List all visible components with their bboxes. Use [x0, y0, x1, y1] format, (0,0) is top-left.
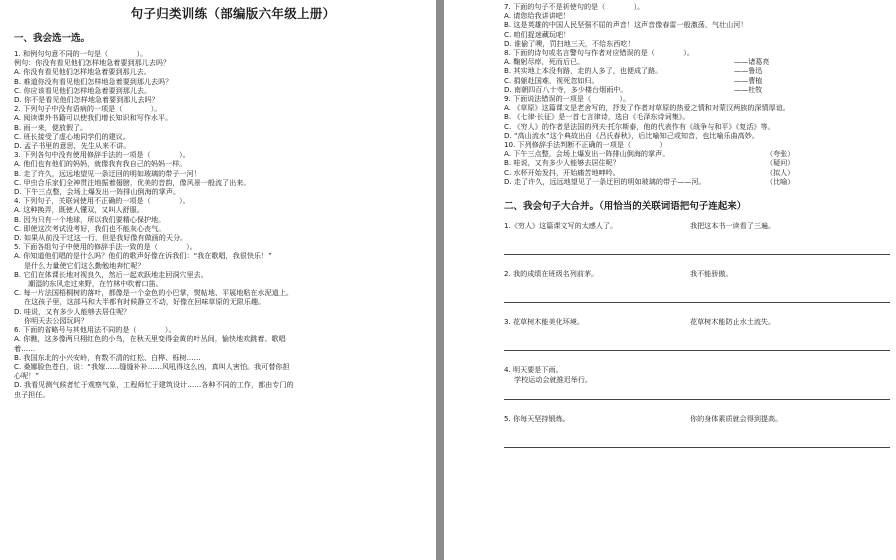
- question-stem: 7. 下面的句子不是祈使句的是（ ）。: [504, 2, 645, 11]
- option-d: D. 你不是看见他们怎样地急着要到那儿去吗？: [14, 95, 159, 105]
- answer-line[interactable]: [504, 341, 890, 351]
- option-answer: （拟人）: [766, 167, 795, 177]
- option-text: A. 鞠躬尽瘁，死而后已。: [504, 57, 585, 67]
- option-c: C. 你应该看见他们怎样地急着要到那儿去。: [14, 85, 152, 95]
- combine-item-5: [504, 414, 890, 448]
- question-6: [14, 325, 428, 399]
- option-c: C. 即使这次考试没考好，我们也不能灰心丧气。: [14, 223, 166, 233]
- option-a: A. 他们也有他们的妈妈，就像我有我自己的妈妈一样。: [14, 159, 187, 169]
- option-c: [504, 76, 890, 85]
- question-stem: 3. 下列各句中没有使用修辞手法的一项是（ ）。: [14, 150, 190, 160]
- sentence-a: 3. 花草树木能美化环境。: [504, 317, 584, 327]
- sentence-a: 1.《穷人》这篇课文写的太感人了。: [504, 221, 618, 231]
- option-d-cont: 你明天去公园玩吗？: [24, 315, 88, 325]
- option-text: B. 其实地上本没有路，走的人多了，也便成了路。: [504, 66, 663, 76]
- option-answer: （夸张）: [766, 149, 795, 159]
- option-a-cont: 是什么力量使它们这么勤勉地奔忙呢？: [24, 260, 145, 270]
- sentence-b-line: 学校运动会就推迟举行。: [514, 375, 593, 385]
- option-c: C. 每一片法国梧桐树的落叶，都像是一个金色的小巴掌，熨帖地、平展地粘在水泥道上。: [14, 288, 294, 298]
- option-a: A. 你没有看见他们怎样地急着要到那儿去。: [14, 67, 151, 77]
- combine-item-2: [504, 269, 890, 315]
- question-stem: 5. 下面各组句子中使用的修辞手法一致的是（ ）。: [14, 242, 197, 252]
- option-a: [504, 57, 890, 66]
- option-b: B. 这是英雄的中国人民坚强不屈的声音！这声音像春雷一般激荡，气壮山河！: [504, 20, 748, 30]
- option-c: C. 班长接受了虚心地同学们的建议。: [14, 131, 130, 141]
- option-c: C. 甲虫合乐家们全神贯注地振着翅膀，优美的音韵，像风景一般流了出来。: [14, 177, 251, 187]
- option-d: D. 如果从前没干过这一行，但是我好像有做画的天分。: [14, 233, 188, 243]
- option-c: C. 桑娜脸色苍白，说：“我嫁……缝缝补补……风吼得这么凶，真叫人害怕。我可替你担: [14, 361, 290, 371]
- option-a: A. 你瞧，这多像两只栩红色的小鸟，在秋天里变得金黄的叶丛间，愉快地欢跳着、歌唱: [14, 334, 286, 344]
- question-4: [14, 196, 428, 242]
- question-stem: 2. 下列句子中没有语病的一项是（ ）。: [14, 104, 162, 114]
- example-sentence: 例句：你没有看见他们怎样地急着要到那儿去吗？: [14, 58, 171, 68]
- option-b: [504, 158, 890, 167]
- option-b: [504, 66, 890, 75]
- combine-item-3: [504, 317, 890, 363]
- question-8: [504, 48, 890, 94]
- option-text: C. 捐躯赴国难，视死忽如归。: [504, 75, 599, 85]
- option-answer: （比喻）: [766, 176, 795, 186]
- option-a-cont: 着……: [14, 343, 36, 353]
- document-page-right: [444, 0, 896, 560]
- sentence-b: 花草树木能防止水土流失。: [690, 317, 776, 327]
- option-d: [504, 177, 890, 186]
- question-stem: 1. 和例句句意不同的一句是（ ）。: [14, 49, 148, 58]
- answer-line[interactable]: [504, 438, 890, 448]
- option-b: B. 因为只有一个地球，所以我们要精心保护地。: [14, 214, 166, 224]
- option-c: [504, 168, 890, 177]
- option-text: C. 水杯开始发抖，开始痛苦地呻吟。: [504, 167, 620, 177]
- document-page-left: [0, 0, 436, 560]
- option-a: A. 阅读课外书籍可以使我们增长知识和写作水平。: [14, 113, 173, 123]
- option-c-cont: 心呢！”: [14, 371, 39, 381]
- option-d: D. 我看见测气候者忙于观察气象，工程师忙于建筑设计……各种不同的工作，都由专门的: [14, 380, 294, 390]
- question-3: [14, 150, 428, 196]
- option-text: A. 下午三点整，会场上爆发出一阵排山倒海的掌声。: [504, 149, 670, 159]
- sentence-a: 5. 你每天坚持锻炼。: [504, 414, 570, 424]
- option-b: B. 我国东北的小兴安岭，有数不清的红松、白桦、栎树……: [14, 352, 201, 362]
- option-a: A. 这种换弄，既使人懂双，又叫人舒服。: [14, 205, 144, 215]
- answer-line[interactable]: [504, 245, 890, 255]
- option-text: D. 走了许久，远远地望见了一条迂回的明如玻璃的带子——河。: [504, 176, 706, 186]
- option-d: D. 孟子书里的意思，先生从来不讲。: [14, 141, 131, 151]
- question-stem: 6. 下面的省略号与其他用法不同的是（ ）。: [14, 325, 176, 335]
- option-c: C. 《穷人》的作者是法国的列夫·托尔斯泰，他的代表作有《战争与和平》《复活》等。: [504, 121, 775, 131]
- sentence-a: 4. 明天要是下雨。: [504, 365, 563, 375]
- question-5: [14, 242, 428, 325]
- option-author: ——曹植: [734, 75, 763, 85]
- page-title: 句子归类训练（部编版六年级上册）: [130, 6, 336, 21]
- option-a: A. 《草原》这篇课文是老舍写的，抒发了作者对草原的热爱之情和对蒙汉两族的深情厚谊。: [504, 103, 790, 113]
- option-c: C. 咱们捉迷藏玩吧！: [504, 29, 571, 39]
- sentence-a: 2. 我的成绩在班级名列前茅。: [504, 269, 599, 279]
- question-stem: 4. 下列句子，关联词使用不正确的一项是（ ）。: [14, 196, 190, 206]
- option-b: B. 《七律·长征》是一首七言律诗，选自《毛泽东诗词集》。: [504, 112, 690, 122]
- option-answer: （疑问）: [766, 158, 795, 168]
- option-d: D. 谁偷了噢，罚扫地三天，不给东西吃！: [504, 38, 635, 48]
- option-author: ——杜牧: [734, 84, 763, 94]
- option-a: A. 请您给我讲讲吧！: [504, 11, 570, 21]
- answer-line[interactable]: [504, 293, 890, 303]
- option-b: B. 雨一来，便放假了。: [14, 122, 88, 132]
- option-author: ——鲁迅: [734, 66, 763, 76]
- option-text: B. 哇说，又有多少人能够去居住呢？: [504, 158, 620, 168]
- question-1: [14, 49, 428, 104]
- section-heading-2: 二、我会句子大合并。（用恰当的关联词语把句子连起来）: [504, 201, 747, 213]
- sentence-b: 你的身体素质就会得到提高。: [690, 414, 783, 424]
- question-stem: 8. 下面的诗句或名言警句与作者对应错误的是（ ）。: [504, 48, 694, 58]
- sentence-b: 我把这本书一读看了三遍。: [690, 221, 776, 231]
- option-b: B. 难道你没有看见他们怎样地急着要到那儿去吗？: [14, 76, 173, 86]
- option-text: D. 南朝四百八十寺，多少楼台烟雨中。: [504, 84, 628, 94]
- question-10: [504, 140, 890, 186]
- sentence-b: 我不能骄傲。: [690, 269, 733, 279]
- option-b-cont: 潮湿的东风走过来野，在竹林中吹着口笛。: [28, 279, 163, 289]
- question-stem: 9. 下面说法错误的一项是（ ）。: [504, 94, 631, 104]
- question-stem: 10. 下列修辞手法判断不正确的一项是（ ）: [504, 140, 667, 150]
- combine-item-4: [504, 365, 890, 412]
- section-heading-1: 一、我会选一选。: [14, 33, 91, 44]
- option-d: [504, 85, 890, 94]
- option-b: B. 它们在体课长地对视良久，然后一起欢跃地走回洞穴里去。: [14, 269, 208, 279]
- option-b: B. 走了许久，远远地望见一条迂回的明如玻璃的带子一河！: [14, 168, 201, 178]
- option-d: D. 下午三点整，会场上爆发出一阵排山倒海的掌声。: [14, 187, 181, 197]
- option-d-cont: 虫子担任。: [14, 389, 50, 399]
- answer-line[interactable]: [504, 390, 890, 400]
- question-2: [14, 104, 428, 150]
- combine-item-1: [504, 221, 890, 267]
- option-author: ——诸葛亮: [734, 57, 770, 67]
- option-a: A. 你知道他们唱的是什么吗？他们的歌声好像在诉我们：“我在歌唱，我很快乐！”: [14, 251, 272, 261]
- question-9: [504, 94, 890, 140]
- option-c-cont: 在这孩子里，这部马和大半都有时候静立不动，好像在回味草原的无限乐趣。: [24, 297, 266, 307]
- question-7: [504, 2, 890, 48]
- option-d: D. 哇说，又有多少人能够去居住呢？: [14, 306, 131, 316]
- option-d: D. “高山流水”这个典故出自《吕氏春秋》，后比喻知己或知音，也比喻乐曲高妙。: [504, 130, 759, 140]
- option-a: [504, 149, 890, 158]
